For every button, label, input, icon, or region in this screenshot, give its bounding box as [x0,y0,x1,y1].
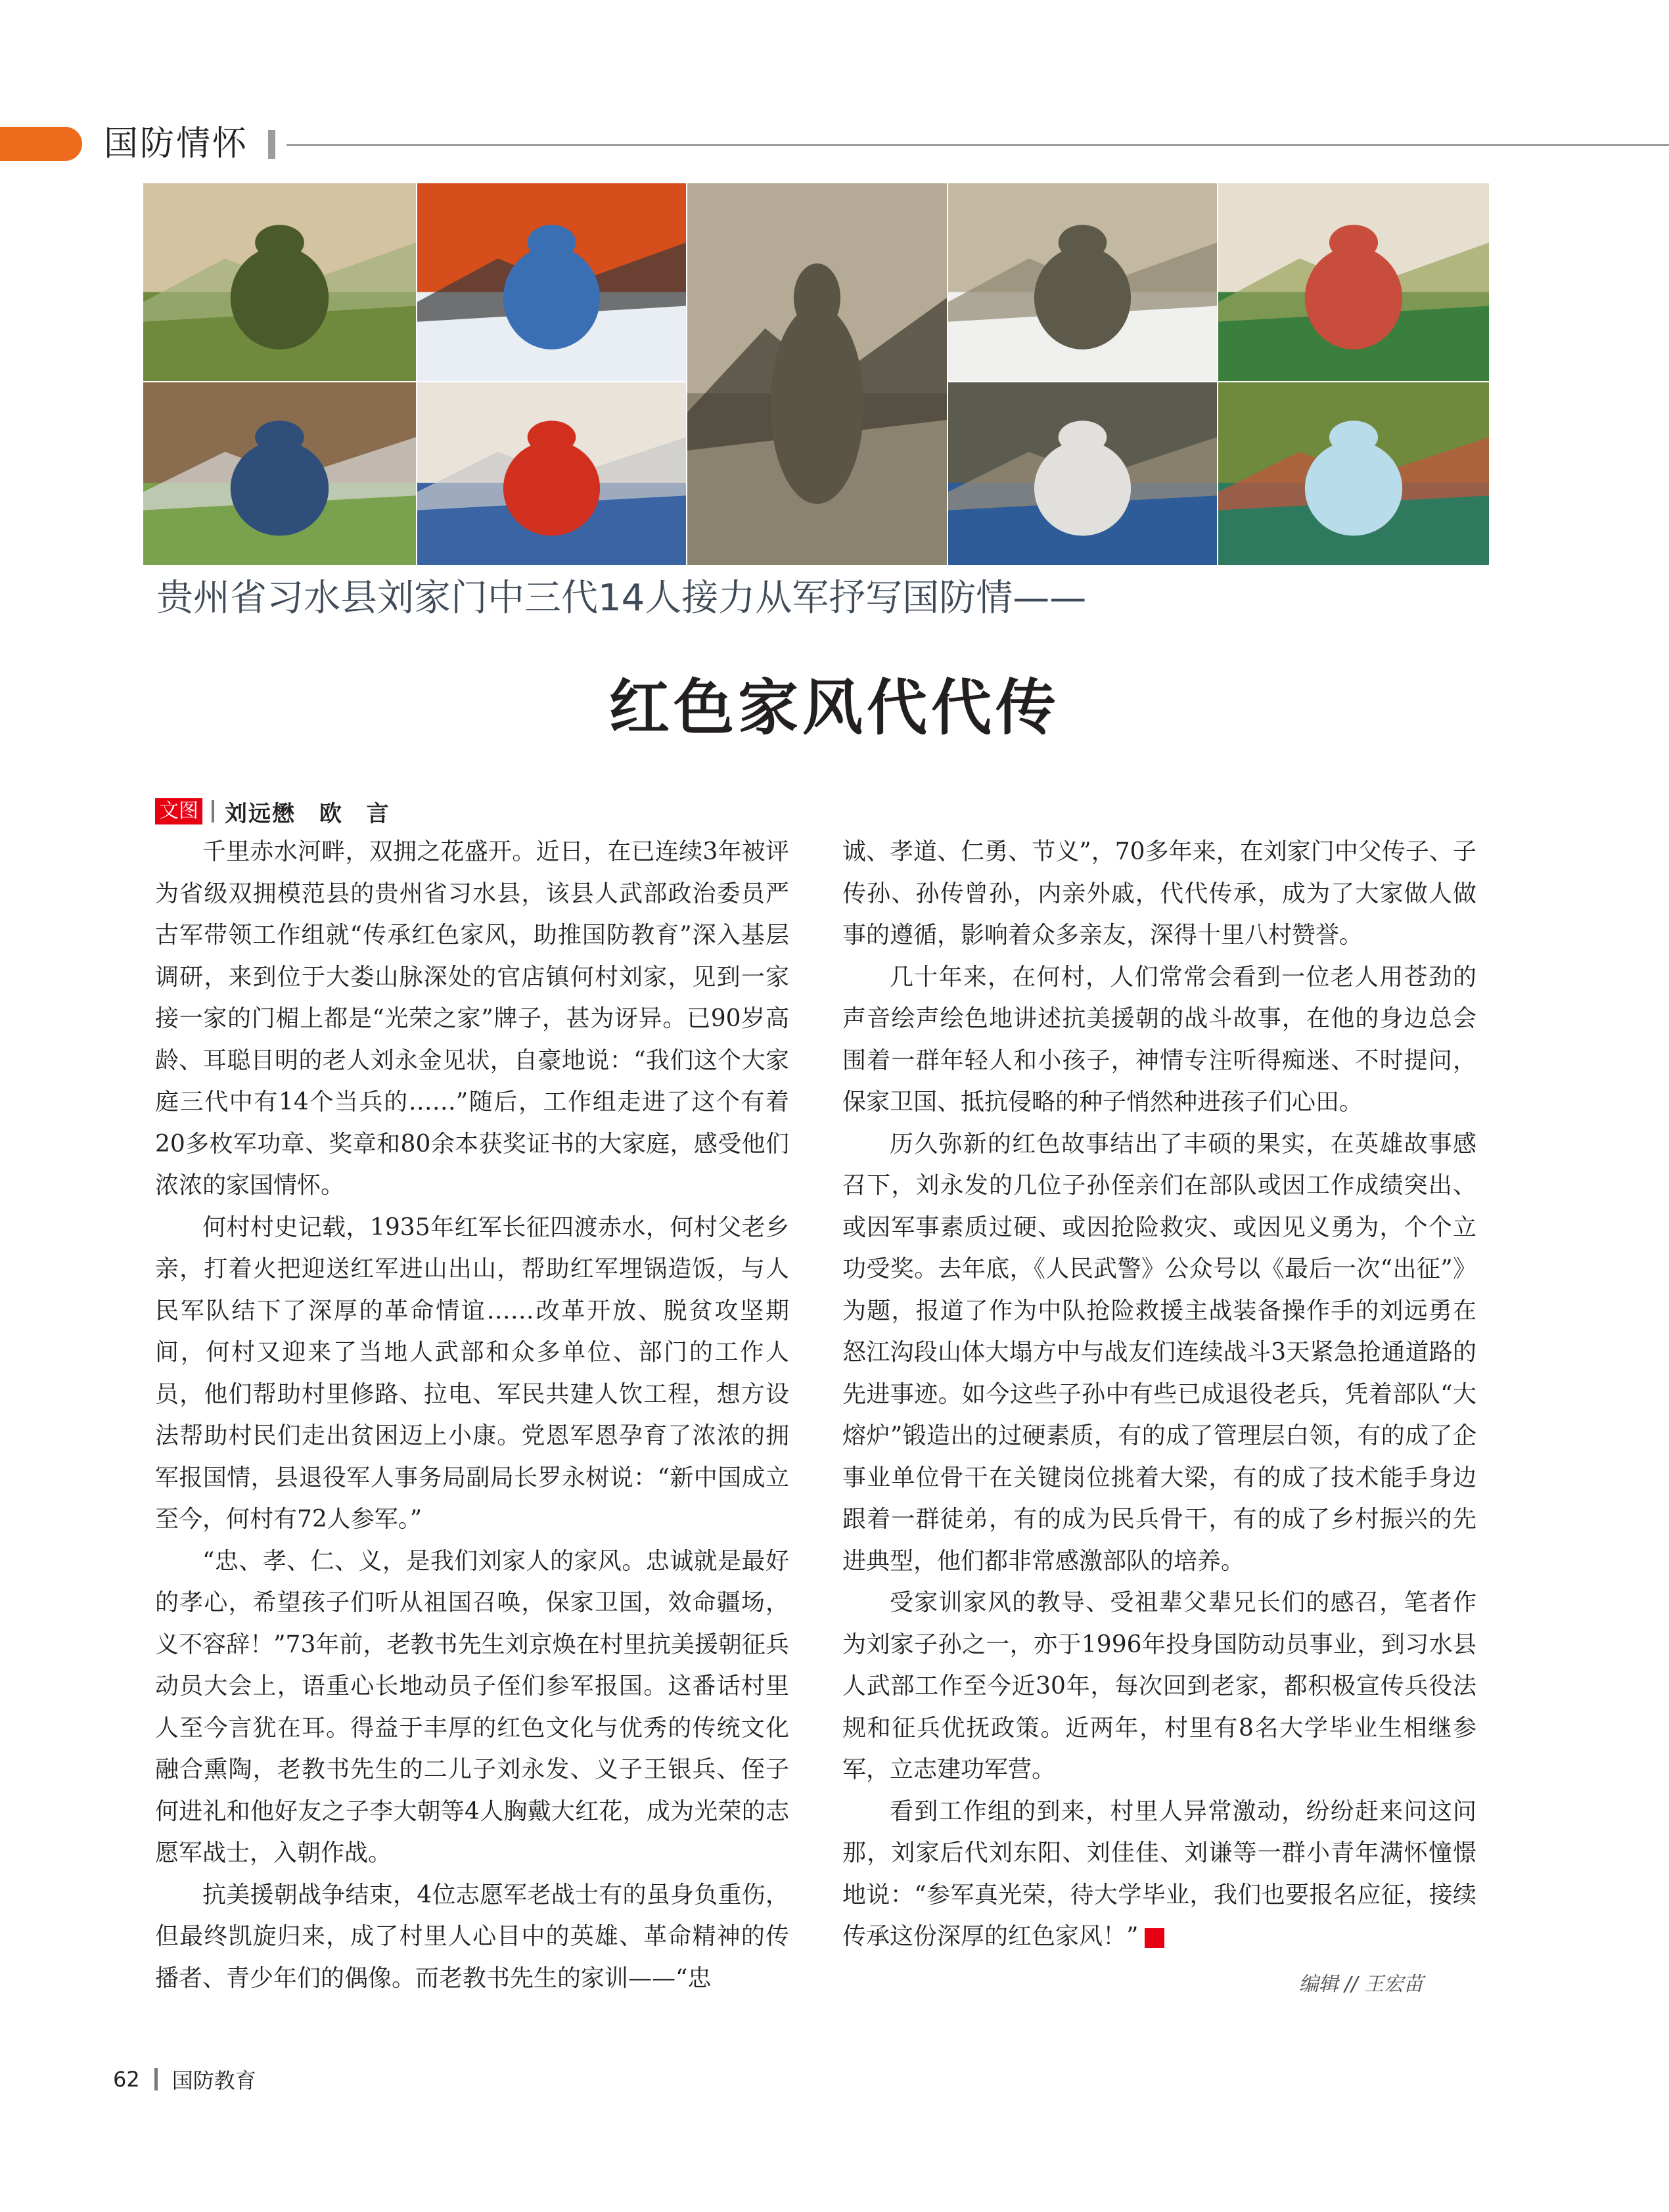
article-title: 红色家风代代传 [608,673,1060,743]
photo-pullup-bar [143,382,417,566]
photo-soldier-writing [948,382,1218,566]
byline [155,797,390,826]
article-paragraph: 几十年来，在何村，人们常常会看到一位老人用苍劲的声音绘声绘色地讲述抗美援朝的战斗故事，在他的身边总会围着一群年轻人和小孩子，神情专注听得痴迷、不时提问，保家卫国、抵抗侵略的种子悄然种进孩子们心田。 [842,963,1476,1116]
photo-obstacle-course [417,183,687,382]
page-number: 62 [113,2067,140,2092]
article-column-left [155,831,789,1999]
page-footer [113,2064,256,2094]
article-column-right [842,831,1476,1958]
photo-collage [143,183,1490,566]
header-rule [286,144,1669,146]
byline-tag: 文图 [155,798,202,824]
footer-divider [154,2068,158,2090]
section-color-tab [0,127,82,161]
photo-court-bar [1218,382,1490,566]
photo-soldiers-running [143,183,417,382]
article-paragraph: 何村村史记载，1935年红军长征四渡赤水，何村父老乡亲，打着火把迎送红军进山出山，帮助红军埋锅造饭，与人民军队结下了深厚的革命情谊……改革开放、脱贫攻坚期间，何村又迎来了当地人武部和众多单位、部门的工作人员，他们帮助村里修路、拉电、军民共建人饮工程，想方设法帮助村民们走出贫困迈上小康。党恩军恩孕育了浓浓的拥军报国情，县退役军人事务局副局长罗永树说：“新中国成立至今，何村有72人参军。” [155,1213,789,1533]
editor-credit: 编辑 // 王宏苗 [1298,1973,1423,1996]
article-paragraph: 千里赤水河畔，双拥之花盛开。近日，在已连续3年被评为省级双拥模范县的贵州省习水县，该县人武部政治委员严古军带领工作组就“传承红色家风，助推国防教育”深入基层调研，来到位于大娄山脉深处的官店镇何村刘家，见到一家接一家的门楣上都是“光荣之家”牌子，甚为讶异。已90岁高龄、耳聪目明的老人刘永金见状，自豪地说：“我们这个大家庭三代中有14个当兵的……”随后，工作组走进了这个有着20多枚军功章、奖章和80余本获奖证书的大家庭，感受他们浓浓的家国情怀。 [155,838,789,1199]
byline-authors: 刘远懋 欧 言 [225,800,390,827]
article-paragraph-text: 看到工作组的到来，村里人异常激动，纷纷赶来问这问那，刘家后代刘东阳、刘佳佳、刘谦等一群小青年满怀憧憬地说：“参军真光荣，待大学毕业，我们也要报名应征，接续传承这份深厚的红色家风！” [842,1797,1476,1950]
section-divider-bar [268,130,275,159]
article-paragraph: 历久弥新的红色故事结出了丰硕的果实，在英雄故事感召下，刘永发的几位子孙侄亲们在部队或因工作成绩突出、或因军事素质过硬、或因抢险救灾、或因见义勇为，个个立功受奖。去年底，《人民武警》公众号以《最后一次“出征”》为题，报道了作为中队抢险救援主战装备操作手的刘远勇在怒江沟段山体大塌方中与战友们连续战斗3天紧急抢通道路的先进事迹。如今这些子孙中有些已成退役老兵，凭着部队“大熔炉”锻造出的过硬素质，有的成了管理层白领，有的成了企事业单位骨干在关键岗位挑着大梁，有的成了技术能手身边跟着一群徒弟，有的成为民兵骨干，有的成了乡村振兴的先进典型，他们都非常感激部队的培养。 [842,1130,1476,1575]
article-paragraph: 受家训家风的教导、受祖辈父辈兄长们的感召，笔者作为刘家子孙之一，亦于1996年投身国防动员事业，到习水县人武部工作至今近30年，每次回到老家，都积极宣传兵役法规和征兵优抚政策。近两年，村里有8名大学毕业生相继参军，立志建功军营。 [842,1589,1476,1783]
photo-wall-climb [417,382,687,566]
photo-cook-and-soldiers [948,183,1218,382]
article-paragraph-continued: 诚、孝道、仁勇、节义”，70多年来，在刘家门中父传子、子传孙、孙传曾孙，内亲外戚，代代传承，成为了大家做人做事的遵循，影响着众多亲友，深得十里八村赞誉。 [842,838,1476,949]
article-paragraph-last [842,1791,1476,1958]
photo-soldier-aiming-large [687,183,948,566]
photo-soldier-prone-rifle [1218,183,1490,382]
end-mark-icon: G [1145,1928,1164,1948]
magazine-name: 国防教育 [171,2068,256,2093]
article-subtitle: 贵州省习水县刘家门中三代14人接力从军抒写国防情—— [156,577,1087,620]
byline-divider [212,800,214,823]
article-paragraph: 抗美援朝战争结束，4位志愿军老战士有的虽身负重伤，但最终凯旋归来，成了村里人心目中的英雄、革命精神的传播者、青少年们的偶像。而老教书先生的家训——“忠 [155,1881,789,1992]
article-paragraph: “忠、孝、仁、义，是我们刘家人的家风。忠诚就是最好的孝心，希望孩子们听从祖国召唤，保家卫国，效命疆场，义不容辞！”73年前，老教书先生刘京焕在村里抗美援朝征兵动员大会上，语重心长地动员子侄们参军报国。这番话村里人至今言犹在耳。得益于丰厚的红色文化与优秀的传统文化融合熏陶，老教书先生的二儿子刘永发、义子王银兵、侄子何进礼和他好友之子李大朝等4人胸戴大红花，成为光荣的志愿军战士，入朝作战。 [155,1547,789,1866]
section-label: 国防情怀 [104,124,249,164]
